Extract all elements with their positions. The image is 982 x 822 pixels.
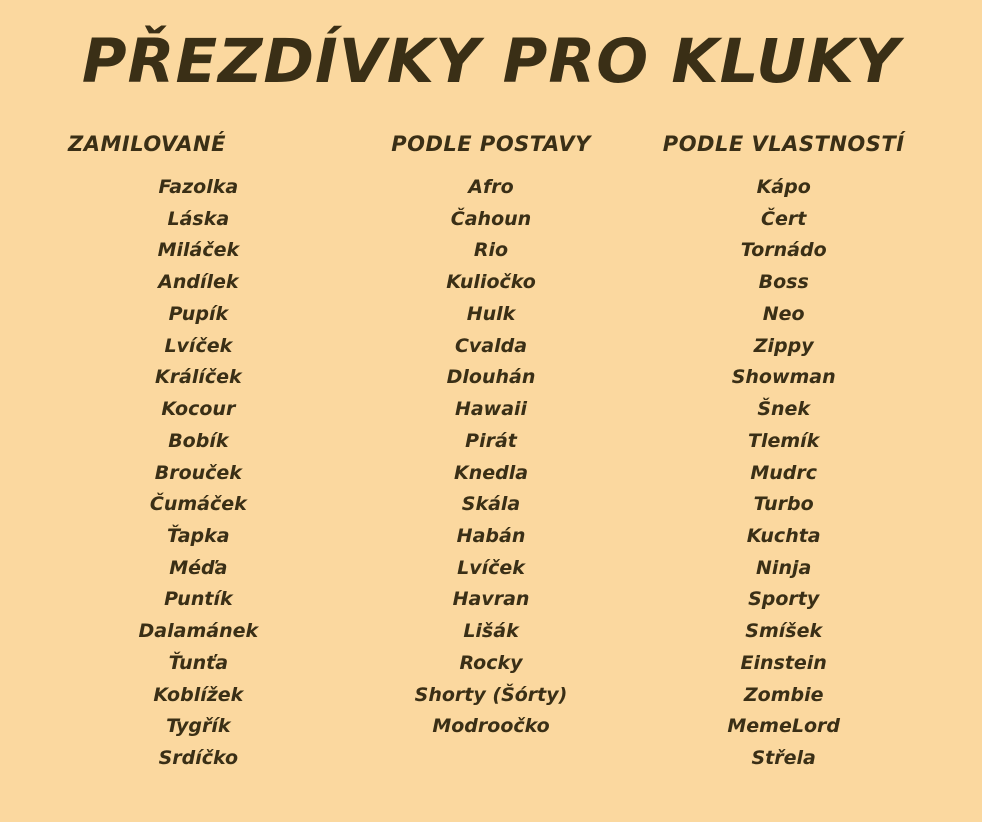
list-item: Koblížek [153, 683, 244, 706]
page-title: PŘEZDÍVKY PRO KLUKY [81, 26, 901, 97]
list-item: Ťunťa [168, 651, 229, 674]
list-item: Střela [751, 746, 816, 769]
list-item: Lvíček [457, 556, 525, 579]
list-item: Rio [473, 239, 509, 262]
list-item: Showman [731, 366, 836, 389]
list-item: Andílek [158, 271, 239, 294]
list-item: Pirát [465, 429, 517, 452]
list-item: Kuchta [746, 524, 821, 547]
list-item: Cvalda [454, 334, 528, 357]
list-item: Miláček [157, 239, 240, 262]
list-item: Kocour [161, 398, 236, 421]
list-item: Tlemík [748, 429, 820, 452]
list-item: Havran [452, 588, 530, 611]
list-item: Bobík [168, 429, 229, 452]
list-item: Turbo [753, 493, 814, 516]
list-item: Šnek [757, 398, 811, 421]
list-item: Modroočko [432, 715, 550, 738]
list-item: Knedla [453, 461, 529, 484]
list-item: Lišák [463, 620, 519, 643]
list-item: Srdíčko [158, 746, 239, 769]
list-item: Fazolka [158, 176, 239, 199]
list-item: Čumáček [149, 493, 247, 516]
list-item: Shorty (Šórty) [414, 683, 568, 706]
column-podle-postavy [345, 132, 638, 775]
list-item: Dalamánek [138, 620, 259, 643]
list-item: Sporty [748, 588, 820, 611]
list-item: Brouček [154, 461, 242, 484]
nickname-columns [0, 94, 982, 775]
list-item: Tornádo [740, 239, 827, 262]
list-item: Puntík [164, 588, 233, 611]
list-item: Einstein [740, 651, 827, 674]
list-item: Ninja [756, 556, 812, 579]
list-item: Lvíček [164, 334, 233, 357]
list-item: Habán [456, 524, 526, 547]
list-item: Ťapka [167, 524, 230, 547]
list-item: MemeLord [727, 715, 840, 738]
list-item: Zippy [753, 334, 814, 357]
column-podle-vlastnosti [637, 132, 930, 775]
list-item: Rocky [459, 651, 523, 674]
list-item: Skála [461, 493, 521, 516]
column-heading-podle-postavy: PODLE POSTAVY [391, 132, 591, 157]
list-item: Méďa [169, 556, 228, 579]
list-item: Mudrc [750, 461, 818, 484]
list-item: Čahoun [450, 207, 532, 230]
list-item: Pupík [168, 302, 229, 325]
list-item: Dlouhán [446, 366, 536, 389]
list-item: Hawaii [454, 398, 528, 421]
column-heading-podle-vlastnosti: PODLE VLASTNOSTÍ [662, 132, 905, 157]
list-item: Afro [468, 176, 514, 199]
column-zamilovane [52, 132, 345, 775]
list-item: Čert [761, 207, 807, 230]
list-item: Láska [167, 207, 230, 230]
column-heading-zamilovane: ZAMILOVANÉ [68, 132, 226, 157]
list-item: Tygřík [166, 715, 231, 738]
list-item: Boss [758, 271, 809, 294]
list-item: Kápo [756, 176, 811, 199]
list-item: Hulk [466, 302, 516, 325]
list-item: Smíšek [745, 620, 823, 643]
list-item: Kuliočko [446, 271, 536, 294]
list-item: Králíček [154, 366, 242, 389]
list-item: Neo [762, 302, 805, 325]
list-item: Zombie [743, 683, 824, 706]
